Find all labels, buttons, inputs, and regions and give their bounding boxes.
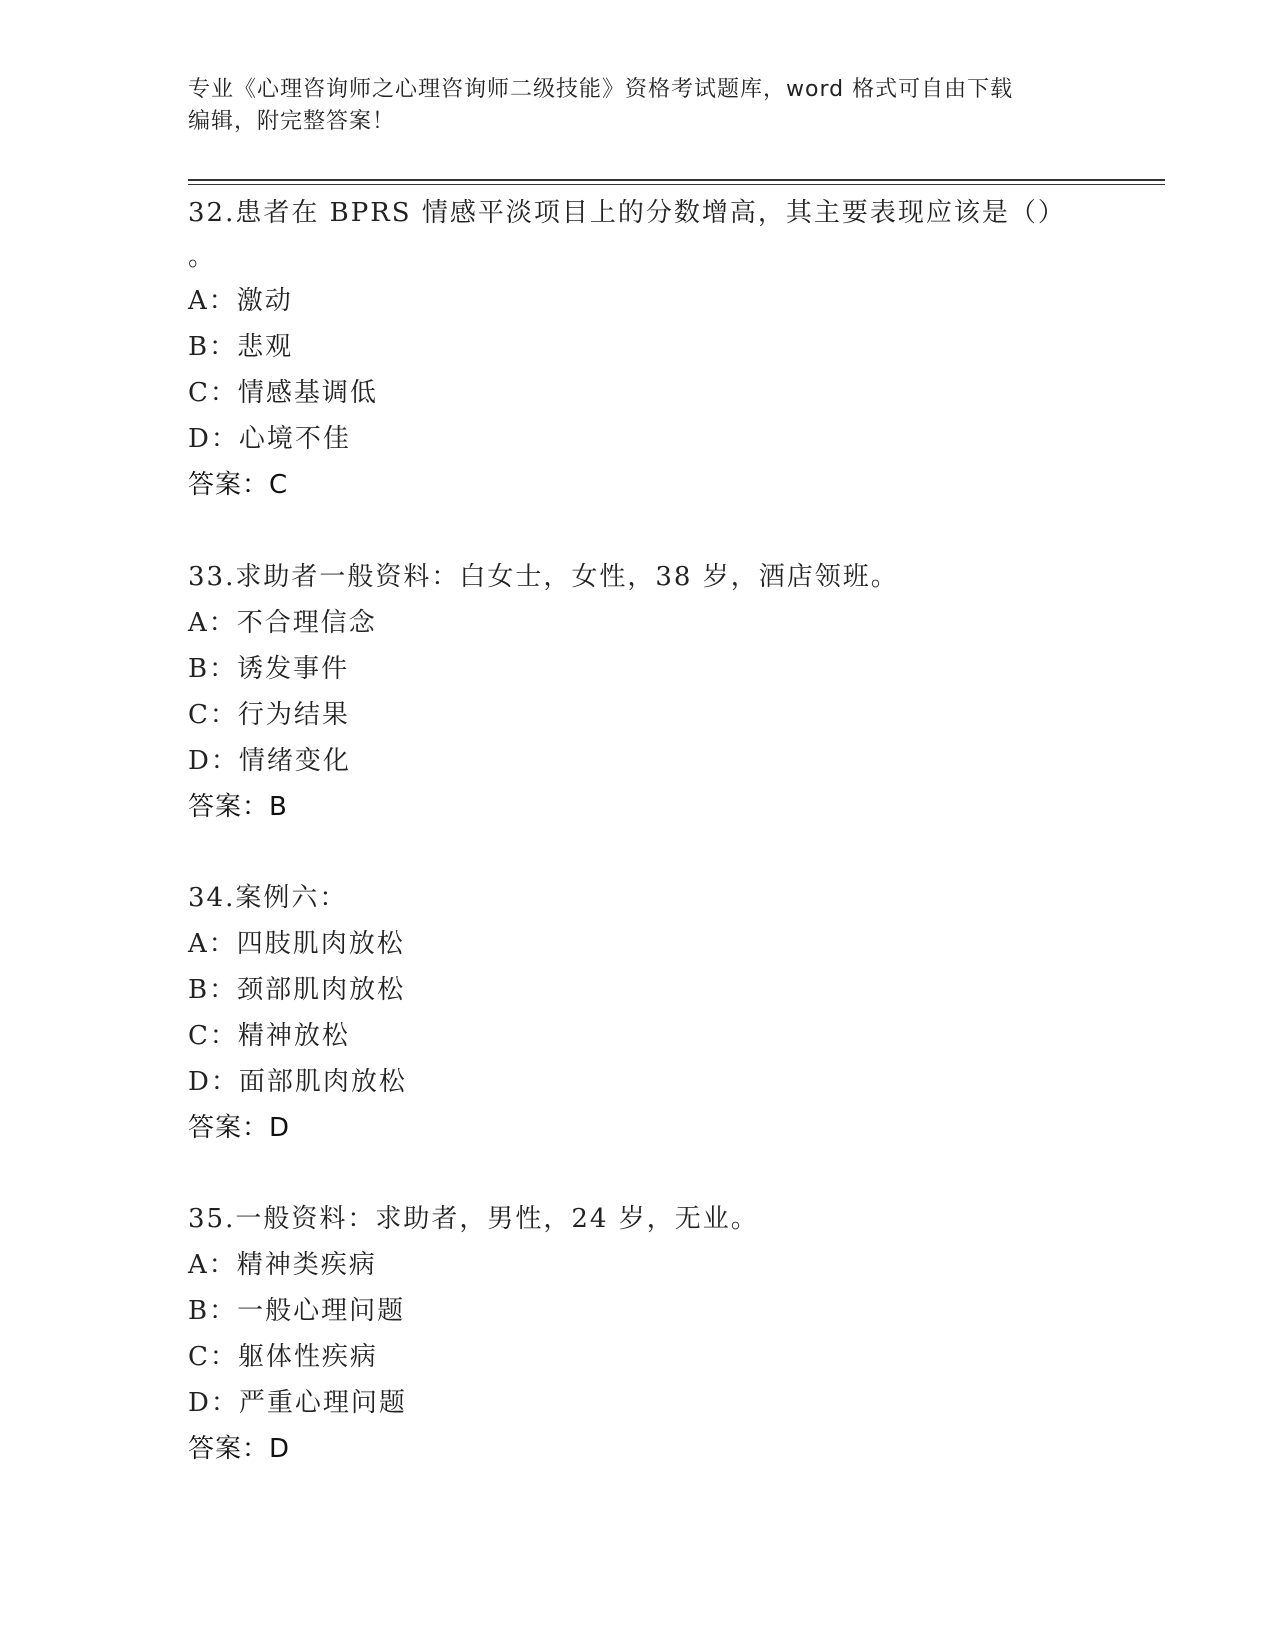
option-c: C：精神放松: [188, 1021, 350, 1051]
question-stem: 32.患者在 BPRS 情感平淡项目上的分数增高，其主要表现应该是（）: [188, 198, 1066, 228]
option-d: D：严重心理问题: [188, 1388, 407, 1418]
question-34: [188, 875, 1128, 1151]
header-line-1: 专业《心理咨询师之心理咨询师二级技能》资格考试题库，word 格式可自由下载: [188, 77, 1014, 102]
header-divider-thin: [188, 184, 1165, 185]
answer-line: 答案：C: [188, 470, 289, 500]
option-a: A：激动: [188, 286, 293, 316]
option-d: D：情绪变化: [188, 746, 351, 776]
answer-line: 答案：D: [188, 1113, 291, 1143]
option-a: A：不合理信念: [188, 608, 377, 638]
header-divider-thick: [188, 179, 1165, 181]
question-33: [188, 554, 1128, 830]
answer-line: 答案：B: [188, 792, 288, 822]
question-35: [188, 1196, 1128, 1472]
option-b: B：悲观: [188, 332, 294, 362]
option-c: C：躯体性疾病: [188, 1342, 378, 1372]
question-stem: 33.求助者一般资料：白女士，女性，38 岁，酒店领班。: [188, 562, 899, 592]
option-a: A：精神类疾病: [188, 1250, 377, 1280]
option-c: C：行为结果: [188, 700, 350, 730]
question-stem: 35.一般资料：求助者，男性，24 岁，无业。: [188, 1204, 759, 1234]
header-line-2: 编辑，附完整答案！: [188, 109, 396, 134]
option-d: D：心境不佳: [188, 424, 351, 454]
question-stem-tail: 。: [188, 242, 217, 272]
option-d: D：面部肌肉放松: [188, 1067, 407, 1097]
option-b: B：诱发事件: [188, 654, 350, 684]
question-stem: 34.案例六：: [188, 883, 348, 913]
answer-line: 答案：D: [188, 1434, 291, 1464]
option-b: B：一般心理问题: [188, 1296, 406, 1326]
question-32: [188, 190, 1128, 508]
option-b: B：颈部肌肉放松: [188, 975, 406, 1005]
option-a: A：四肢肌肉放松: [188, 929, 405, 959]
document-header: [188, 74, 1088, 138]
option-c: C：情感基调低: [188, 378, 378, 408]
